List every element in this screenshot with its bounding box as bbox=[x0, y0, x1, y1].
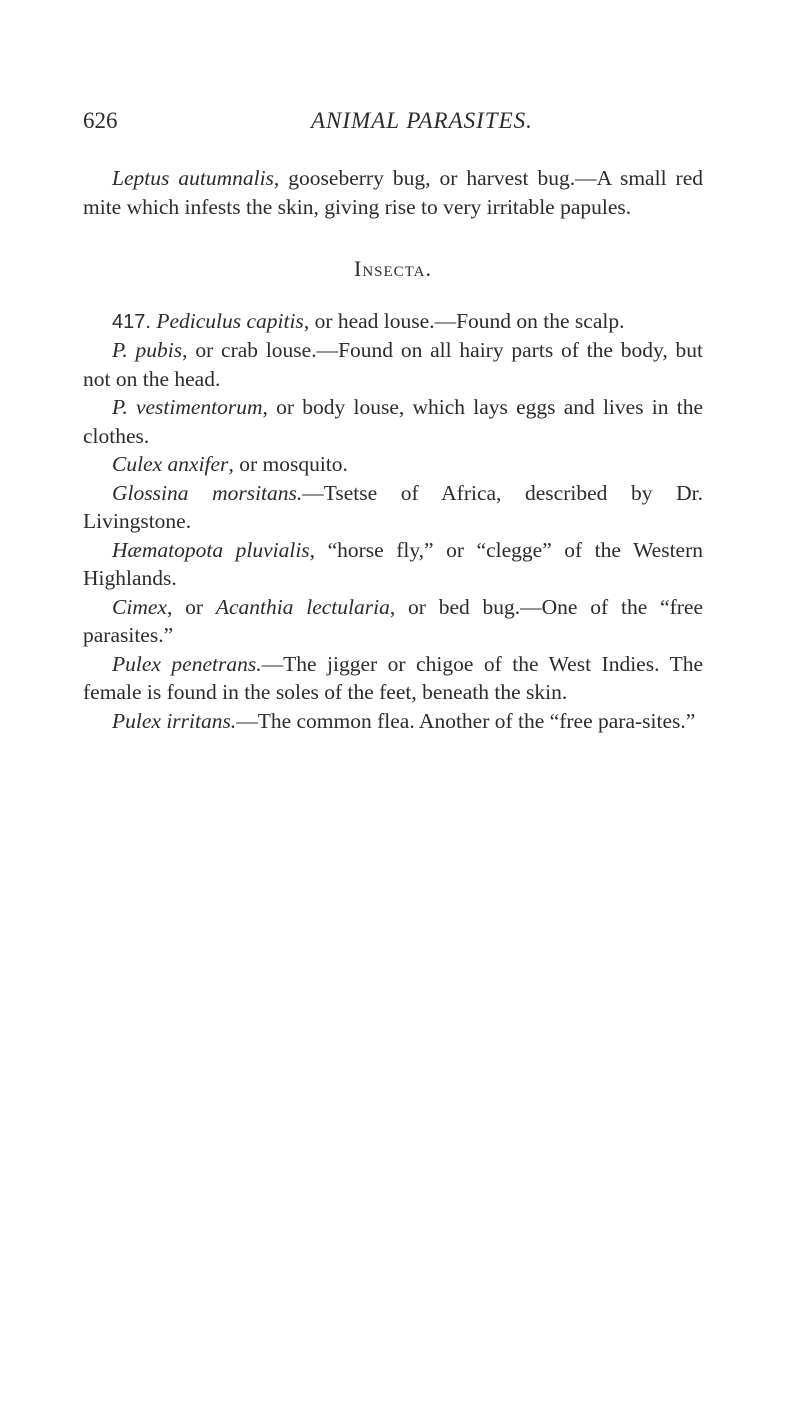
entry-haematopota bbox=[83, 536, 703, 593]
entry-description: , “horse fly,” or “clegge” of the Western Highlands. bbox=[83, 537, 703, 590]
entry-term: Leptus autumnalis bbox=[112, 166, 274, 190]
entry-pediculus-vestimentorum bbox=[83, 393, 703, 450]
entry-description: , or mosquito. bbox=[228, 452, 348, 476]
entry-description: —Tsetse of Africa, described by Dr. Livingstone. bbox=[83, 480, 703, 533]
entry-term: Glossina morsitans. bbox=[112, 480, 303, 505]
entry-term: Pulex irritans. bbox=[112, 708, 237, 733]
running-title: ANIMAL PARASITES. bbox=[311, 108, 533, 133]
entry-term: P. pubis bbox=[112, 338, 183, 362]
entry-glossina bbox=[83, 479, 703, 536]
entry-term: Pediculus capitis bbox=[156, 308, 304, 333]
page-number: 626 bbox=[83, 108, 118, 133]
entry-description: , or body louse, which lays eggs and lives in the clothes. bbox=[83, 395, 703, 448]
entry-culex bbox=[83, 450, 703, 479]
entry-term: Culex anxifer bbox=[112, 452, 229, 476]
entry-description: —The jigger or chigoe of the West Indies. The female is found in the soles of the feet, beneath the skin. bbox=[83, 651, 703, 704]
running-head bbox=[83, 108, 703, 136]
entry-term: Hæmatopota pluvialis bbox=[112, 537, 310, 562]
body-text bbox=[83, 164, 703, 735]
section-heading: Insecta. bbox=[354, 256, 432, 281]
entry-description: , or head louse.—Found on the scalp. bbox=[303, 308, 625, 333]
entry-pulex-irritans bbox=[83, 707, 703, 736]
entry-description-secondary: , or bed bug.—One of the “free parasites.” bbox=[83, 594, 703, 647]
entry-description: , or bbox=[166, 594, 216, 619]
entry-number: 417. bbox=[112, 310, 151, 333]
entry-description: , gooseberry bug, or harvest bug.—A small red mite which infests the skin, giving rise to very irritable papules. bbox=[83, 166, 704, 219]
entry-cimex bbox=[83, 593, 703, 650]
entry-description: , or crab louse.—Found on all hairy parts of the body, but not on the head. bbox=[83, 338, 704, 391]
entry-term: Cimex bbox=[112, 594, 167, 619]
entry-term-secondary: Acanthia lectularia bbox=[215, 594, 390, 619]
entry-pulex-penetrans bbox=[83, 650, 703, 707]
entry-term: P. vestimentorum bbox=[112, 395, 263, 419]
entry-leptus bbox=[83, 164, 703, 221]
entry-term: Pulex penetrans. bbox=[112, 651, 262, 676]
entry-pediculus-capitis bbox=[83, 307, 703, 337]
entry-description: —The common flea. Another of the “free para-sites.” bbox=[236, 708, 696, 733]
entry-pediculus-pubis bbox=[83, 336, 703, 393]
